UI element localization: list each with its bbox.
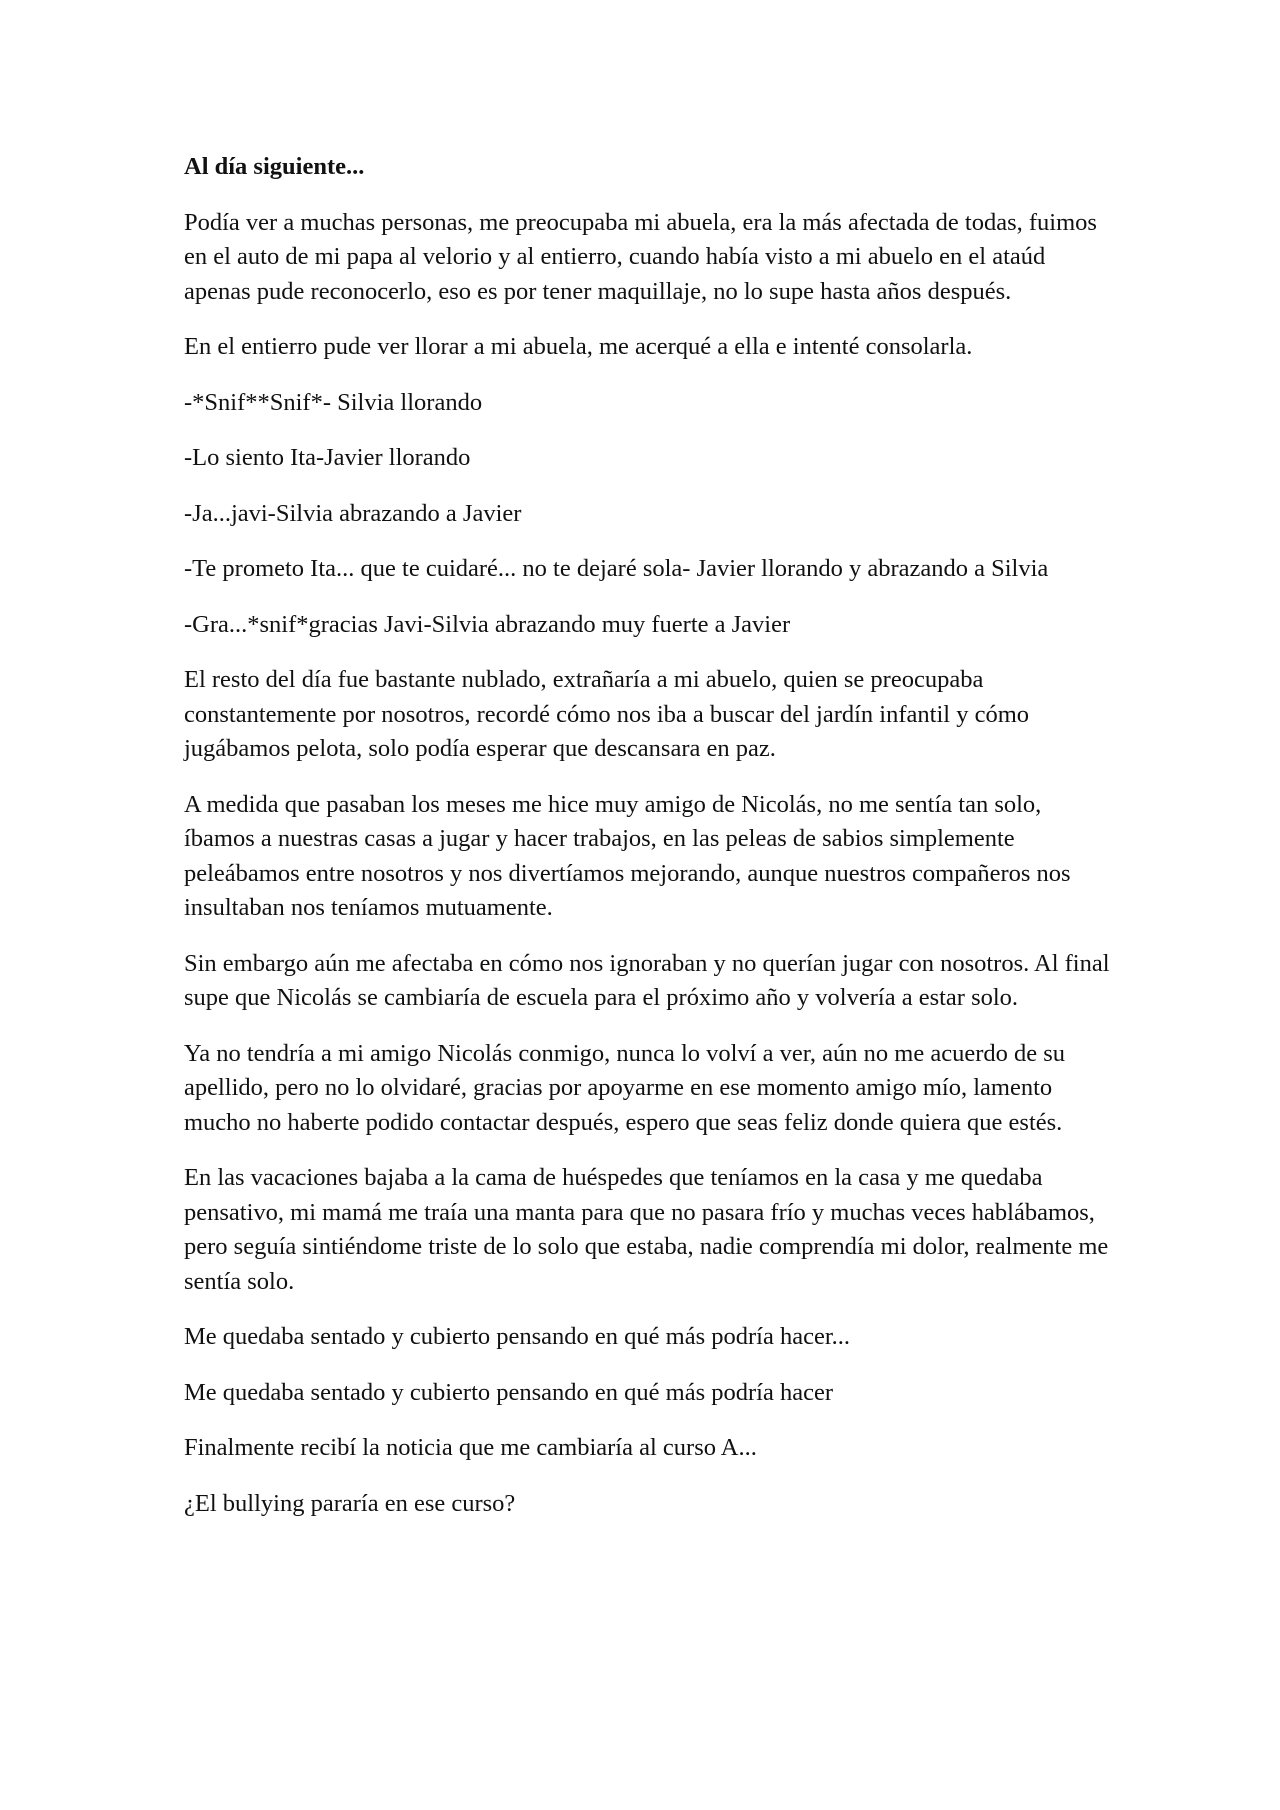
- paragraph: El resto del día fue bastante nublado, extrañaría a mi abuelo, quien se preocupaba constantemente por nosotros, recordé cómo nos iba a buscar del jardín infantil y cómo jugábamos pelota, solo podía esperar que descansara en paz.: [184, 666, 1029, 762]
- paragraph: En las vacaciones bajaba a la cama de huéspedes que teníamos en la casa y me quedaba pensativo, mi mamá me traía una manta para que no pasara frío y muchas veces hablábamos, pero seguía sintiéndome triste de lo solo que estaba, nadie comprendía mi dolor, realmente me sentía solo.: [184, 1164, 1109, 1295]
- dialogue-line: -Lo siento Ita-Javier llorando: [184, 444, 471, 471]
- paragraph: Podía ver a muchas personas, me preocupaba mi abuela, era la más afectada de todas, fuimos en el auto de mi papa al velorio y al entierro, cuando había visto a mi abuelo en el ataúd apenas pude reconocerlo, eso es por tener maquillaje, no lo supe hasta años después.: [184, 208, 1097, 305]
- paragraph: En el entierro pude ver llorar a mi abuela, me acerqué a ella e intenté consolarla.: [184, 333, 973, 360]
- dialogue-line: -*Snif**Snif*- Silvia llorando: [184, 388, 483, 416]
- section-heading: Al día siguiente...: [184, 153, 365, 180]
- paragraph: A medida que pasaban los meses me hice muy amigo de Nicolás, no me sentía tan solo, íbamos a nuestras casas a jugar y hacer trabajos, en las peleas de sabios simplemente peleábamos entre nosotros y nos divertíamos mejorando, aunque nuestros compañeros nos insultaban nos teníamos mutuamente.: [184, 790, 1071, 921]
- dialogue-line: -Ja...javi-Silvia abrazando a Javier: [184, 499, 522, 527]
- closing-question: ¿El bullying pararía en ese curso?: [184, 1489, 516, 1517]
- paragraph: Ya no tendría a mi amigo Nicolás conmigo, nunca lo volví a ver, aún no me acuerdo de su apellido, pero no lo olvidaré, gracias por apoyarme en ese momento amigo mío, lamento mucho no haberte podido contactar después, espero que seas feliz donde quiera que estés.: [184, 1039, 1066, 1136]
- paragraph: Finalmente recibí la noticia que me cambiaría al curso A...: [184, 1434, 757, 1461]
- document-body: [184, 150, 1114, 1542]
- paragraph: Me quedaba sentado y cubierto pensando en qué más podría hacer: [184, 1378, 834, 1406]
- paragraph: Me quedaba sentado y cubierto pensando en qué más podría hacer...: [184, 1323, 851, 1350]
- dialogue-line: -Gra...*snif*gracias Javi-Silvia abrazando muy fuerte a Javier: [184, 610, 791, 638]
- paragraph: Sin embargo aún me afectaba en cómo nos ignoraban y no querían jugar con nosotros. Al final supe que Nicolás se cambiaría de escuela para el próximo año y volvería a estar solo.: [184, 949, 1110, 1011]
- dialogue-line: -Te prometo Ita... que te cuidaré... no te dejaré sola- Javier llorando y abrazando a Silvia: [184, 555, 1049, 582]
